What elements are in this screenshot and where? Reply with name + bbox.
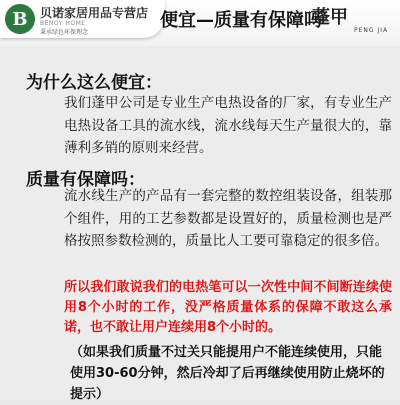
shop-subtitle: BENOY HOME — [40, 20, 86, 27]
quality-heading: 质量有保障吗： — [26, 170, 145, 190]
note-paragraph: （如果我们质量不过关只能提用户不能连续使用，只能使用30-60分钟，然后冷却了后再继续使用防止烧坏的提示） — [70, 345, 385, 402]
brand-subtitle: PENG JIA — [354, 27, 389, 34]
header — [0, 0, 400, 46]
quality-paragraph: 流水线生产的产品有一套完整的数控组装设备，组装那个组件，用的工艺参数都是设置好的，质量检测也是严格按照参数检测的，质量比人工要可靠稳定的很多倍。 — [64, 188, 392, 249]
cheap-paragraph: 我们蓬甲公司是专业生产电热设备的厂家，有专业生产电热设备工具的流水线，流水线每天生产量很大的，靠薄利多销的原则来经营。 — [64, 95, 392, 156]
page-title: 便宜—质量有保障吗 — [160, 10, 322, 31]
shop-name: 贝诺家居用品专营店 — [40, 6, 149, 20]
shop-logo-icon: B — [5, 4, 35, 34]
shop-badge[interactable] — [0, 0, 165, 38]
shop-slogan: 秉承绿色环保理念 — [40, 29, 89, 36]
warning-paragraph: 所以我们敢说我们的电热笔可以一次性中间不间断连续使用8个小时的工作，没严格质量体系的保障不敢这么承诺，也不敢让用户连续用8个小时的。 — [64, 280, 392, 335]
cheap-heading: 为什么这么便宜： — [26, 73, 162, 93]
brand-name: 蓬甲 — [312, 7, 348, 28]
main-content — [0, 46, 400, 400]
brand-logo — [312, 3, 392, 37]
